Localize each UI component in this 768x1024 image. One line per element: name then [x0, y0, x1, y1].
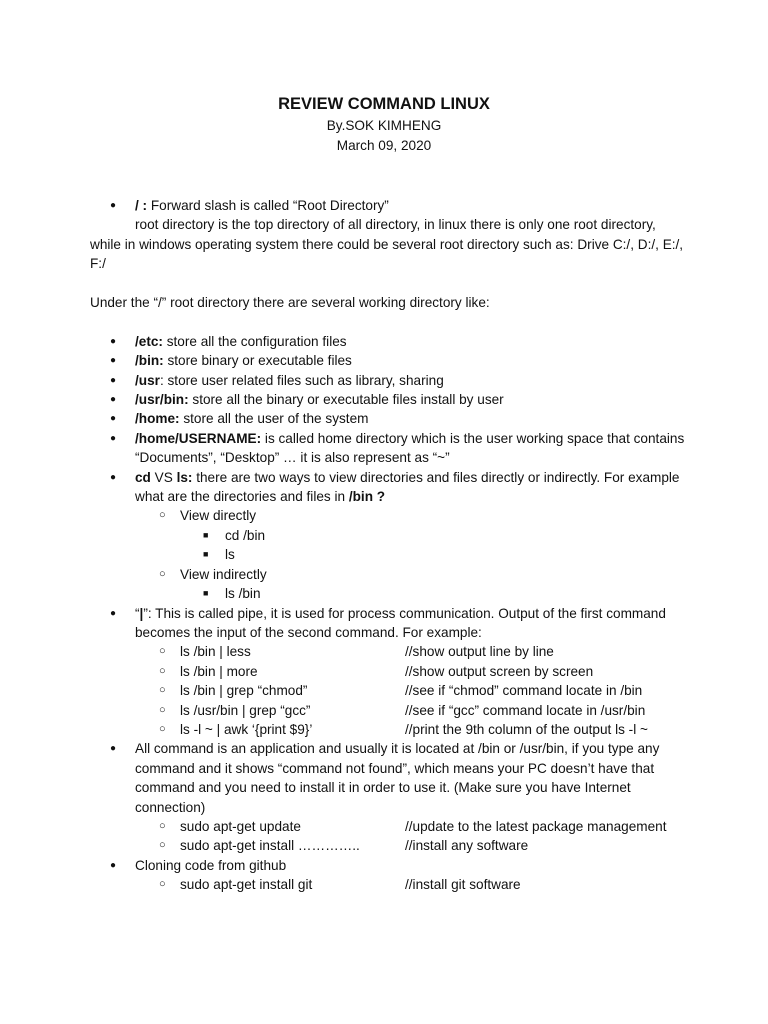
document-author: By.SOK KIMHENG — [326, 118, 442, 133]
example-comment: //print the 9th column of the output ls -l ~ — [405, 721, 648, 737]
root-paragraph: root directory is the top directory of all directory, in linux there is only one root directory, while in windows operating system there could be several root directory such as: Drive C:/, D:/, E:/, F:/ — [90, 217, 684, 272]
list-item-root — [90, 196, 690, 215]
view-methods-list — [135, 506, 690, 603]
list-item-install — [90, 739, 690, 855]
view-indirectly-label: View indirectly — [180, 566, 267, 582]
list-item-usr-bin — [90, 390, 690, 409]
cd-term: cd — [135, 469, 151, 485]
list-item-command: ■ ls /bin — [180, 584, 690, 603]
document-date: March 09, 2020 — [336, 138, 432, 153]
example-command: sudo apt-get install ………….. — [180, 838, 360, 854]
example-comment: //show output screen by screen — [405, 663, 594, 679]
ls-term: ls: — [176, 469, 193, 485]
pipe-symbol: | — [139, 605, 144, 621]
dir-desc: store all the binary or executable files install by user — [188, 392, 504, 408]
dir-term: /usr — [135, 372, 160, 388]
list-item-example — [135, 817, 690, 836]
list-item-cd-vs-ls — [90, 468, 690, 604]
git-desc: Cloning code from github — [135, 857, 287, 873]
pipe-open-quote: “ — [135, 605, 140, 621]
dir-term: /home: — [135, 411, 180, 427]
list-item-etc — [90, 332, 690, 351]
dir-desc: : store user related files such as library, sharing — [159, 372, 444, 388]
vs-text: VS — [150, 469, 177, 485]
git-examples-list — [135, 875, 690, 894]
example-command: ls /usr/bin | grep “gcc” — [180, 702, 311, 718]
dir-desc: store all the user of the system — [179, 411, 369, 427]
example-comment: //update to the latest package management — [405, 818, 667, 834]
direct-commands-list — [180, 526, 690, 565]
example-comment: //install git software — [405, 877, 521, 893]
example-command: ls /bin | less — [180, 644, 251, 660]
dir-desc: store binary or executable files — [163, 353, 352, 369]
list-item-example — [135, 875, 690, 894]
dir-term: /bin: — [135, 353, 164, 369]
example-comment: //see if “chmod” command locate in /bin — [405, 683, 643, 699]
dir-term: /usr/bin: — [135, 392, 189, 408]
example-comment: //show output line by line — [405, 644, 554, 660]
pipe-examples-list — [135, 642, 690, 739]
list-item-example — [135, 836, 690, 855]
root-desc: Forward slash is called “Root Directory” — [147, 198, 389, 213]
example-comment: //install any software — [405, 838, 529, 854]
root-list — [90, 196, 690, 215]
install-desc: All command is an application and usually it is located at /bin or /usr/bin, if you type any command and it shows “command not found”, which means your PC doesn’t have that command and you need to install it in order to use it. (Make sure you have Internet connection) — [135, 741, 660, 815]
document-header — [0, 92, 768, 156]
list-item-pipe — [90, 604, 690, 740]
example-command: sudo apt-get update — [180, 818, 301, 834]
document-title: REVIEW COMMAND LINUX — [278, 95, 490, 113]
example-command: ls /bin | more — [180, 663, 258, 679]
root-term: / : — [135, 198, 148, 213]
example-command: ls -l ~ | awk ‘{print $9}’ — [180, 721, 313, 737]
list-item-usr — [90, 371, 690, 390]
list-item-command: ■ ls — [180, 545, 690, 564]
indirect-commands-list — [180, 584, 690, 603]
list-item-bin — [90, 351, 690, 370]
example-command: sudo apt-get install git — [180, 877, 313, 893]
dir-desc: is called home directory which is the user working space that contains “Documents”, “Desktop” … it is also represent as “~” — [135, 430, 685, 466]
bin-term: /bin ? — [348, 489, 386, 505]
list-item-example — [135, 720, 690, 739]
list-item-example — [135, 701, 690, 720]
cdls-desc: there are two ways to view directories and files directly or indirectly. For example what are the directories and files in — [135, 469, 680, 505]
list-item-home — [90, 409, 690, 428]
dir-desc: store all the configuration files — [162, 333, 347, 349]
spacer — [90, 312, 690, 331]
intro-paragraph: Under the “/” root directory there are several working directory like: — [90, 295, 490, 311]
list-item-example — [135, 662, 690, 681]
list-item-git — [90, 856, 690, 895]
install-examples-list — [135, 817, 690, 856]
example-command: ls /bin | grep “chmod” — [180, 683, 308, 699]
dir-term: /etc: — [135, 333, 163, 349]
directory-list — [90, 332, 690, 895]
pipe-desc: ”: This is called pipe, it is used for process communication. Output of the first command becomes the input of the second command. For example: — [135, 605, 666, 640]
spacer — [90, 274, 690, 293]
list-item-example — [135, 681, 690, 700]
list-item-home-username — [90, 429, 690, 468]
dir-term: /home/USERNAME: — [135, 430, 262, 446]
example-comment: //see if “gcc” command locate in /usr/bin — [405, 702, 646, 718]
document-body — [90, 196, 690, 895]
list-item-view-directly — [135, 506, 690, 564]
view-directly-label: View directly — [180, 508, 257, 524]
list-item-view-indirectly — [135, 565, 690, 604]
list-item-example — [135, 642, 690, 661]
list-item-command: ■ cd /bin — [180, 526, 690, 545]
